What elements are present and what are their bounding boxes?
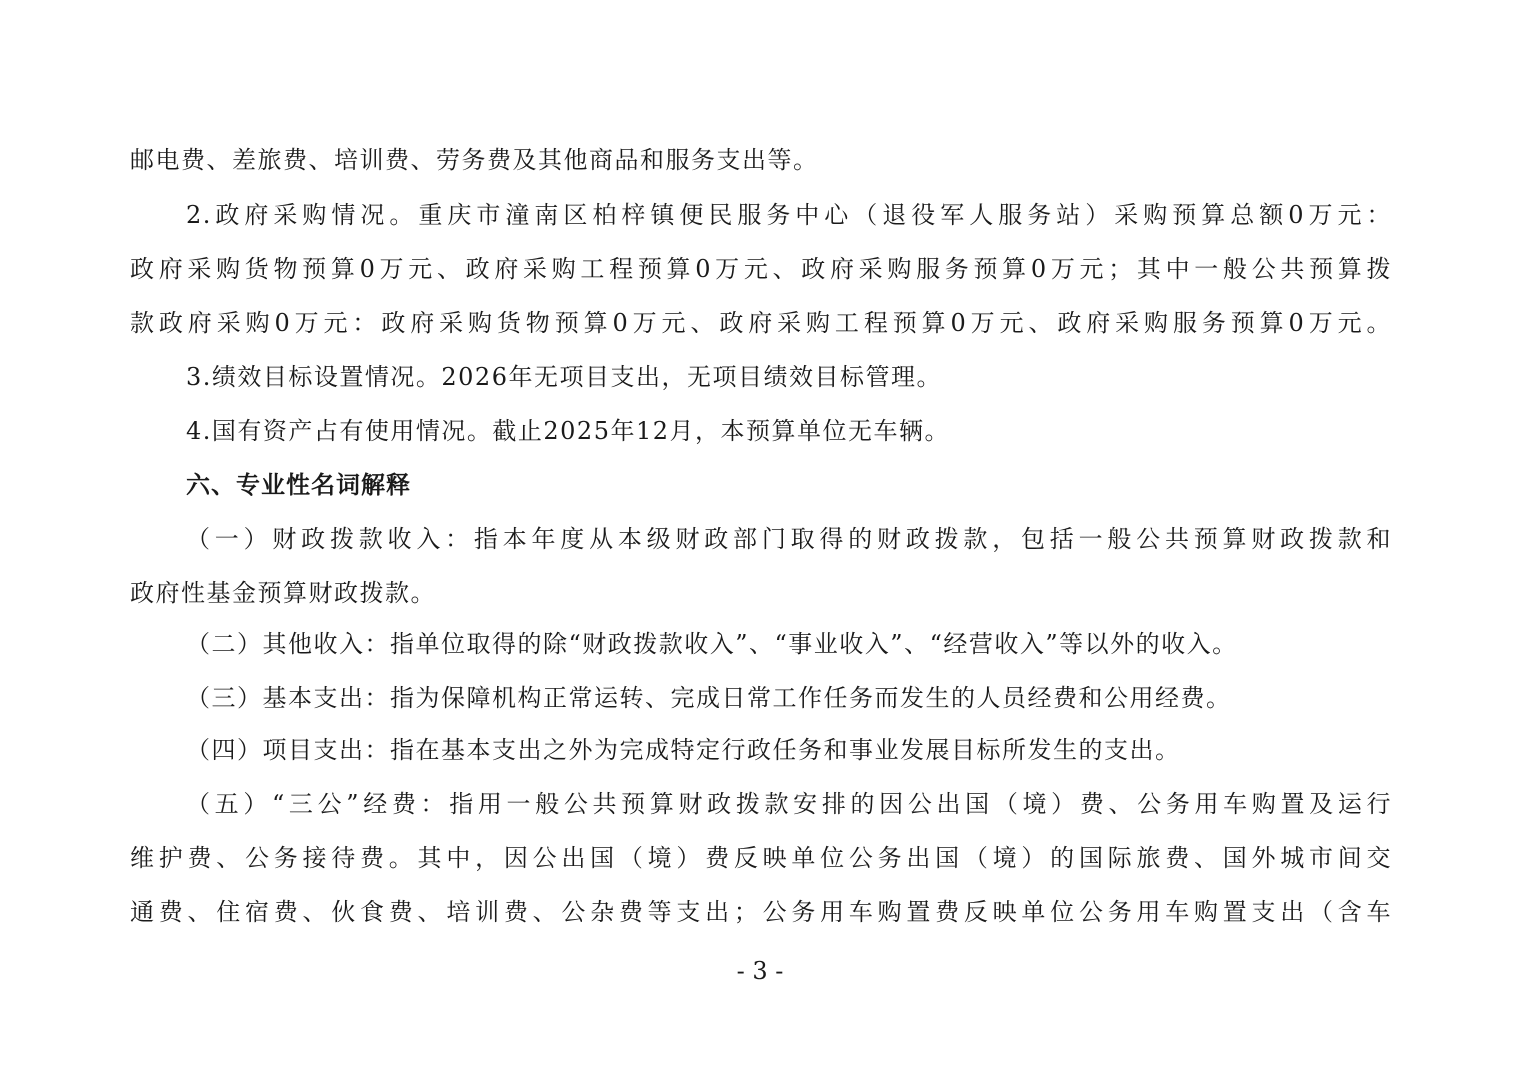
paragraph-line: 政府采购货物预算0万元、政府采购工程预算0万元、政府采购服务预算0万元；其中一般公共预算拨 xyxy=(130,255,1392,283)
paragraph-line: 款政府采购0万元：政府采购货物预算0万元、政府采购工程预算0万元、政府采购服务预算0万元。 xyxy=(130,309,1392,337)
paragraph-line: 政府性基金预算财政拨款。 xyxy=(130,579,436,607)
section-heading: 六、专业性名词解释 xyxy=(186,471,411,499)
paragraph-line: （四）项目支出：指在基本支出之外为完成特定行政任务和事业发展目标所发生的支出。 xyxy=(186,736,1181,764)
paragraph-line: 通费、住宿费、伙食费、培训费、公杂费等支出；公务用车购置费反映单位公务用车购置支出（含车 xyxy=(130,898,1392,926)
paragraph-line: 3.绩效目标设置情况。2026年无项目支出，无项目绩效目标管理。 xyxy=(186,363,942,391)
paragraph-line: （三）基本支出：指为保障机构正常运转、完成日常工作任务而发生的人员经费和公用经费。 xyxy=(186,684,1232,712)
paragraph-line: 2.政府采购情况。重庆市潼南区柏梓镇便民服务中心（退役军人服务站）采购预算总额0万元： xyxy=(186,201,1392,229)
paragraph-line: 邮电费、差旅费、培训费、劳务费及其他商品和服务支出等。 xyxy=(130,146,819,174)
paragraph-line: （一）财政拨款收入：指本年度从本级财政部门取得的财政拨款，包括一般公共预算财政拨款和 xyxy=(186,525,1392,553)
paragraph-line: 4.国有资产占有使用情况。截止2025年12月，本预算单位无车辆。 xyxy=(186,417,951,445)
paragraph-line: （二）其他收入：指单位取得的除“财政拨款收入”、“事业收入”、“经营收入”等以外的收入。 xyxy=(186,630,1238,658)
paragraph-line: 维护费、公务接待费。其中，因公出国（境）费反映单位公务出国（境）的国际旅费、国外城市间交 xyxy=(130,844,1392,872)
paragraph-line: （五）“三公”经费：指用一般公共预算财政拨款安排的因公出国（境）费、公务用车购置及运行 xyxy=(186,790,1392,818)
page-number: - 3 - xyxy=(736,957,784,985)
